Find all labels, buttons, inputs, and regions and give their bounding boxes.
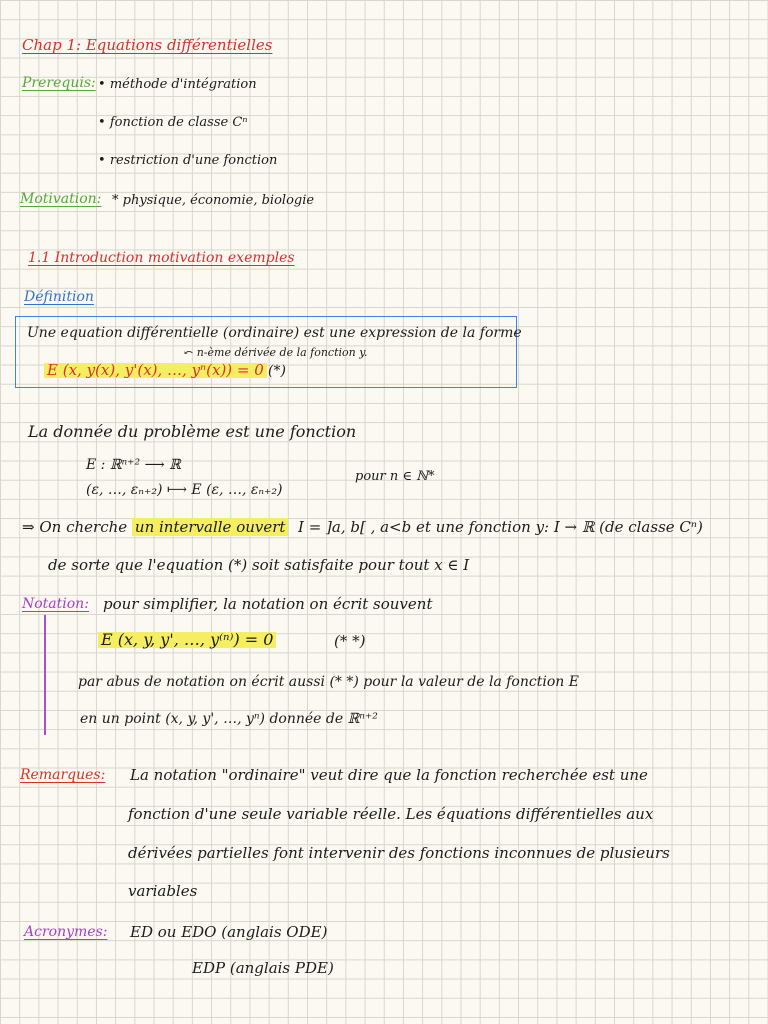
definition-annotation: ⤺ n-ème dérivée de la fonction y. [184, 346, 368, 359]
definition-text: Une equation différentielle (ordinaire) est une expression de la forme [27, 325, 522, 341]
definition-label: Définition [24, 289, 94, 305]
prereq-item-3: • restriction d'une fonction [98, 153, 278, 168]
prereq-item-2-text: fonction de classe Cⁿ [109, 115, 248, 130]
remarques-label: Remarques: [20, 767, 106, 783]
problem-intro: La donnée du problème est une fonction [28, 422, 357, 441]
implies-arrow: ⇒ [22, 518, 35, 536]
search-highlight: un intervalle ouvert [132, 518, 289, 536]
notation-tag: (* *) [334, 632, 366, 650]
acronymes-line-1: ED ou EDO (anglais ODE) [130, 923, 328, 941]
problem-map-2: (ε, …, εₙ₊₂) ⟼ E (ε, …, εₙ₊₂) [86, 482, 283, 498]
motivation-text: * physique, économie, biologie [112, 193, 315, 208]
acronymes-line-2: EDP (anglais PDE) [192, 959, 334, 977]
definition-tag: (*) [268, 363, 286, 379]
search-rest: I = ]a, b[ , a<b et une fonction y: I → ℝ (de classe Cⁿ) [298, 518, 703, 536]
definition-annotation-text: n-ème dérivée de la fonction y. [196, 346, 368, 359]
prereq-item-1-text: méthode d'intégration [109, 77, 257, 92]
motivation-label: Motivation: [20, 191, 102, 207]
motivation-text-value: physique, économie, biologie [122, 193, 315, 208]
definition-formula: E (x, y(x), y'(x), …, yⁿ(x)) = 0 [44, 363, 267, 378]
prereq-item-3-text: restriction d'une fonction [109, 153, 278, 168]
prereq-item-1: • méthode d'intégration [98, 77, 257, 92]
chapter-title: Chap 1: Equations différentielles [22, 36, 273, 54]
notation-text: pour simplifier, la notation on écrit souvent [103, 595, 433, 613]
problem-map-1: E : ℝⁿ⁺² ⟶ ℝ [86, 457, 181, 473]
notation-line-4: en un point (x, y, y', …, yⁿ) donnée de ℝⁿ⁺² [80, 711, 378, 727]
remarques-line-2: fonction d'une seule variable réelle. Les équations différentielles aux [128, 805, 654, 823]
remarques-line-1: La notation "ordinaire" veut dire que la fonction recherchée est une [130, 766, 648, 784]
problem-condition: pour n ∈ ℕ* [355, 469, 435, 484]
notation-bar [44, 615, 46, 735]
search-line-1 [22, 520, 703, 535]
section-title: 1.1 Introduction motivation exemples [28, 250, 295, 266]
acronymes-label: Acronymes: [24, 924, 108, 940]
remarques-line-4: variables [128, 882, 198, 900]
search-line-2: de sorte que l'equation (*) soit satisfaite pour tout x ∈ I [48, 556, 470, 574]
prereq-item-2: • fonction de classe Cⁿ [98, 115, 248, 130]
prereq-label: Prerequis: [22, 75, 96, 91]
notation-formula: E (x, y, y', …, y⁽ⁿ⁾) = 0 [98, 632, 276, 648]
notation-line-3: par abus de notation on écrit aussi (* *) pour la valeur de la fonction E [78, 674, 579, 690]
search-start: On cherche [39, 518, 128, 536]
remarques-line-3: dérivées partielles font intervenir des fonctions inconnues de plusieurs [128, 844, 670, 862]
notation-label: Notation: [22, 596, 89, 612]
